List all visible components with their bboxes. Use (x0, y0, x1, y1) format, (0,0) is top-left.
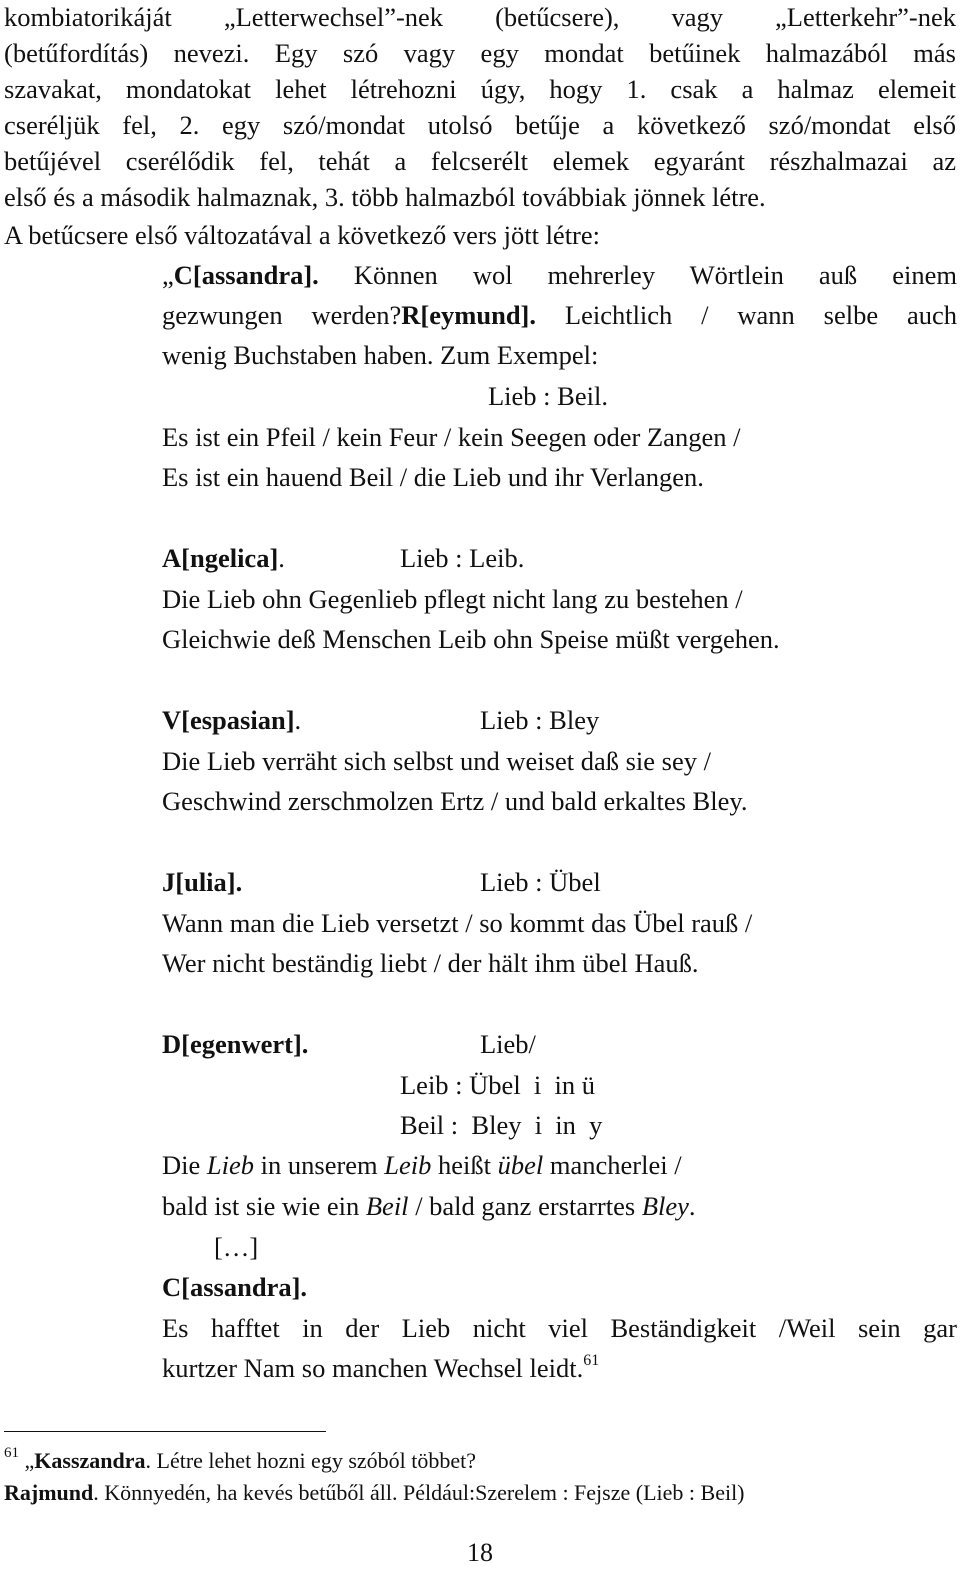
verse1-line-2-text: gezwungen werden? (162, 300, 402, 330)
verse5-poem-line-1: Die Lieb in unserem Leib heißt übel mancherlei / (162, 1150, 682, 1180)
intro-line-4: cseréljük fel, 2. egy szó/mondat utolsó betűje a következő szó/mondat első (4, 110, 956, 140)
footnote-name-kasszandra: Kasszandra (34, 1448, 146, 1473)
verse1-line-1-text: Können wol mehrerley Wörtlein auß einem (318, 260, 957, 290)
speaker-cassandra-2: C[assandra]. (162, 1272, 308, 1302)
footnote-number: 61 (4, 1445, 19, 1461)
verse3-pair: Lieb : Bley (480, 705, 600, 735)
verse4-poem-line-2: Wer nicht beständig liebt / der hält ihm übel Hauß. (162, 948, 699, 978)
verse3-poem-line-2: Geschwind zerschmolzen Ertz / und bald erkaltes Bley. (162, 786, 748, 816)
verse5-pair-middle: Leib : Übel i in ü (400, 1070, 596, 1100)
intro-line-7: A betűcsere első változatával a következő vers jött létre: (4, 220, 601, 250)
verse2-poem-line-2: Gleichwie deß Menschen Leib ohn Speise müßt vergehen. (162, 624, 780, 654)
speaker-reymund: R[eymund]. (401, 300, 537, 330)
verse1-line-3: wenig Buchstaben haben. Zum Exempel: (162, 340, 599, 370)
verse1-poem-line-2: Es ist ein hauend Beil / die Lieb und ihr Verlangen. (162, 462, 704, 492)
verse2-pair: Lieb : Leib. (400, 543, 525, 573)
speaker-cassandra: C[assandra]. (173, 260, 319, 290)
intro-line-6: első és a második halmaznak, 3. több halmazból továbbiak jönnek létre. (4, 182, 766, 212)
verse4-poem-line-1: Wann man die Lieb versetzt / so kommt das Übel rauß / (162, 908, 753, 938)
verse1-poem-line-1: Es ist ein Pfeil / kein Feur / kein Seegen oder Zangen / (162, 422, 741, 452)
speaker-julia: J[ulia]. (162, 867, 243, 897)
verse1-line-2-rest: Leichtlich / wann selbe auch (536, 300, 957, 330)
footnote-separator (4, 1431, 326, 1432)
footnote-line-1: $^{61}$ „Kasszandra. Létre lehet hozni egy szóból többet? (4, 1445, 477, 1473)
verse1-line-1 (162, 258, 957, 292)
speaker-angelica: A[ngelica]. (162, 543, 285, 573)
verse5-poem-line-2: bald ist sie wie ein Beil / bald ganz erstarrtes Bley. (162, 1191, 696, 1221)
intro-line-5: betűjével cserélődik fel, tehát a felcserélt elemek egyaránt részhalmazai az (4, 146, 956, 176)
verse5-pair-top: Lieb/ (480, 1029, 536, 1059)
speaker-degenwert: D[egenwert]. (162, 1029, 309, 1059)
ellipsis: […] (214, 1232, 259, 1262)
footnote-reference[interactable]: 61 (583, 1352, 600, 1369)
verse2-poem-line-1: Die Lieb ohn Gegenlieb pflegt nicht lang zu bestehen / (162, 584, 743, 614)
verse3-poem-line-1: Die Lieb verräht sich selbst und weiset daß sie sey / (162, 746, 711, 776)
verse6-line-1: Es hafftet in der Lieb nicht viel Beständigkeit /Weil sein gar (162, 1313, 957, 1343)
verse6-line-2: kurtzer Nam so manchen Wechsel leidt.$^{61}$ (162, 1352, 600, 1383)
verse4-pair: Lieb : Übel (480, 867, 601, 897)
intro-line-1: kombiatorikáját „Letterwechsel”-nek (betűcsere), vagy „Letterkehr”-nek (4, 2, 956, 32)
speaker-vespasian: V[espasian]. (162, 705, 302, 735)
footnote-line-2: Rajmund. Könnyedén, ha kevés betűből áll. Például:Szerelem : Fejsze (Lieb : Beil) (4, 1480, 745, 1505)
verse1-line-2 (162, 298, 957, 332)
open-quote: „ (162, 260, 174, 290)
verse5-pair-bottom: Beil : Bley i in y (400, 1110, 603, 1140)
footnote-name-rajmund: Rajmund (4, 1480, 94, 1505)
page-number: 18 (467, 1538, 493, 1567)
verse1-pair: Lieb : Beil. (488, 381, 608, 411)
intro-line-2: (betűfordítás) nevezi. Egy szó vagy egy mondat betűinek halmazából más (4, 38, 956, 68)
intro-line-3: szavakat, mondatokat lehet létrehozni úgy, hogy 1. csak a halmaz elemeit (4, 74, 956, 104)
